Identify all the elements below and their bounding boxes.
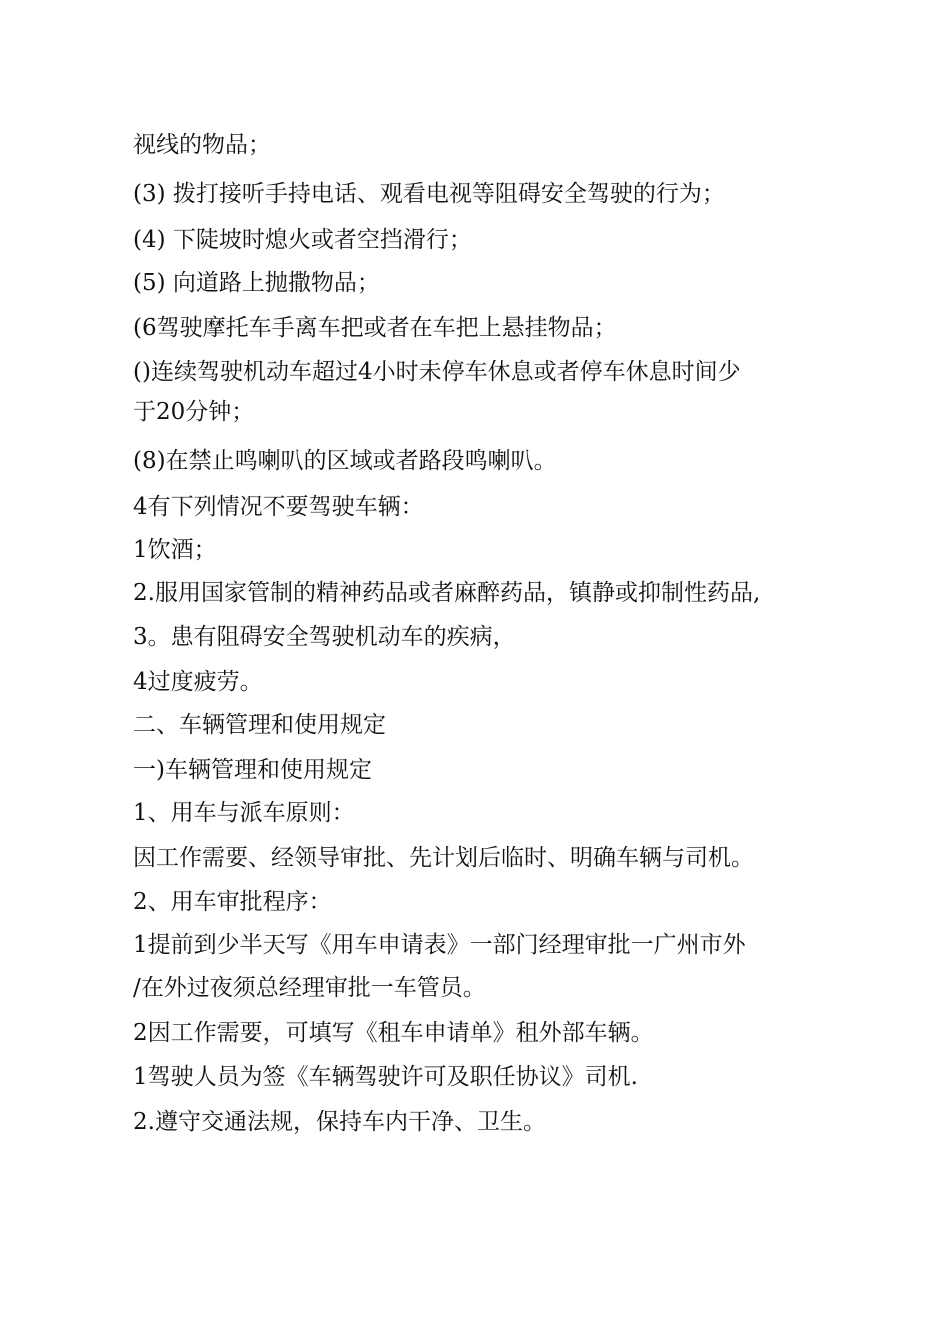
text-line: 4有下列情况不要驾驶车辆：	[133, 494, 424, 520]
section-heading: 二、车辆管理和使用规定	[133, 712, 386, 738]
text-line: (8)在禁止鸣喇叭的区域或者路段鸣喇叭。	[133, 448, 557, 474]
text-line: ()连续驾驶机动车超过4小时未停车休息或者停车休息时间少	[133, 359, 741, 385]
text-line: (3) 拨打接听手持电话、观看电视等阻碍安全驾驶的行为；	[133, 181, 725, 207]
text-line: (4) 下陡坡时熄火或者空挡滑行；	[133, 227, 472, 253]
text-line: 1、用车与派车原则：	[133, 800, 355, 826]
text-line: 1驾驶人员为签《车辆驾驶许可及职任协议》司机.	[133, 1064, 638, 1090]
text-line: 视线的物品；	[133, 132, 271, 158]
subsection-heading: 一)车辆管理和使用规定	[133, 757, 372, 783]
text-line: 1饮酒；	[133, 537, 217, 563]
text-line: (6驾驶摩托车手离车把或者在车把上悬挂物品；	[133, 315, 617, 341]
text-line: 2.服用国家管制的精神药品或者麻醉药品，镇静或抑制性药品,	[133, 580, 761, 606]
text-line: (5) 向道路上抛撒物品；	[133, 270, 380, 296]
text-line: 2因工作需要，可填写《租车申请单》租外部车辆。	[133, 1020, 654, 1046]
text-line: 3。患有阻碍安全驾驶机动车的疾病，	[133, 624, 516, 650]
text-line: 于20分钟；	[133, 399, 255, 425]
text-line: 4过度疲劳。	[133, 669, 263, 695]
text-line: 2、用车审批程序：	[133, 889, 332, 915]
text-line: 因工作需要、经领导审批、先计划后临时、明确车辆与司机。	[133, 845, 754, 871]
text-line: 1提前到少半天写《用车申请表》一部门经理审批一广州市外	[133, 932, 746, 958]
text-line: /在外过夜须总经理审批一车管员。	[133, 975, 486, 1001]
text-line: 2.遵守交通法规，保持车内干净、卫生。	[133, 1109, 546, 1135]
